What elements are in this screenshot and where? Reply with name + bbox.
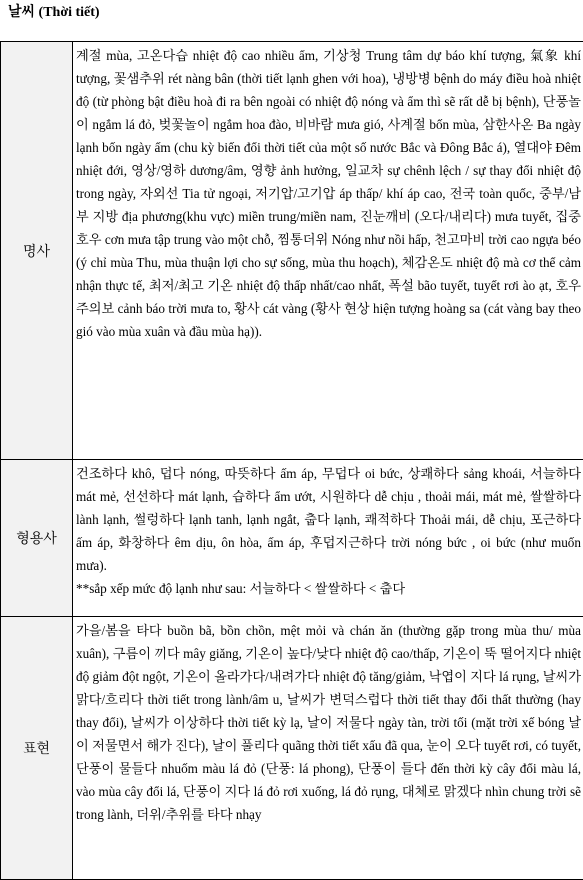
row-label-expression: 표현 (1, 617, 73, 880)
table-row-noun (1, 42, 583, 460)
noun-vocabulary-text: 계절 mùa, 고온다습 nhiệt độ cao nhiều ẩm, 기상청 Trung tâm dự báo khí tượng, 氣象 khí tượng, 꽃샘추위 rét nàng bân (thời tiết lạnh ghen với hoa), 냉방병 bệnh do máy điều hoà nhiệt độ (từ phòng bật điều hoà đi ra bên ngoài có nhiệt độ nóng và ẩm thì sẽ rất dễ bị bệnh), 단풍놀이 ngắm lá đỏ, 벚꽃놀이 ngắm hoa đào, 비바람 mưa gió, 사계절 bốn mùa, 삼한사온 Ba ngày lạnh bốn ngày ấm (chu kỳ biến đổi thời tiết của một số nước Bắc và Đông Bắc á), 열대야 Đêm nhiệt đới, 영상/영하 dương/âm, 영향 ảnh hưởng, 일교차 sự chênh lệch / sự thay đổi nhiệt độ trong ngày, 자외선 Tia tử ngoại, 저기압/고기압 áp thấp/ khí áp cao, 전국 toàn quốc, 중부/남부 지방 địa phương(khu vực) miền trung/miền nam, 진눈깨비 (오다/내리다) mưa tuyết, 집중호우 cơn mưa tập trung vào một chỗ, 찜통더위 Nóng như nồi hấp, 천고마비 trời cao ngựa béo (ý chỉ mùa Thu, mùa thuận lợi cho sự sống, mùa thu hoạch), 체감온도 nhiệt độ mà cơ thể cảm nhận thực tế, 최저/최고 기온 nhiệt độ thấp nhất/cao nhất, 폭설 bão tuyết, tuyết rơi ào ạt, 호우주의보 cảnh báo trời mưa to, 황사 cát vàng (황사 현상 hiện tượng hoàng sa (cát vàng bay theo gió vào mùa xuân và đầu mùa hạ)). (73, 42, 583, 345)
adjective-coldness-note: **sắp xếp mức độ lạnh như sau: 서늘하다 < 쌀쌀하다 < 춥다 (76, 577, 581, 600)
expression-vocabulary-text: 가을/봄을 타다 buồn bã, bồn chồn, mệt mỏi và chán ăn (thường gặp trong mùa thu/ mùa xuân), 구름이 끼다 mây giăng, 기온이 높다/낮다 nhiệt độ cao/thấp, 기온이 뚝 떨어지다 nhiệt độ giảm đột ngột, 기온이 올라가다/내려가다 nhiệt độ tăng/giảm, 낙엽이 지다 lá rụng, 날씨가 맑다/흐리다 thời tiết trong lành/âm u, 날씨가 변덕스럽다 thời tiết thay đổi thất thường (hay thay đổi), 날씨가 이상하다 thời tiết kỳ lạ, 날이 저물다 ngày tàn, trời tối (mặt trời xế bóng 날이 저물면서 해가 진다), 날이 풀리다 quãng thời tiết xấu đã qua, 눈이 오다 tuyết rơi, có tuyết, 단풍이 물들다 nhuốm màu lá đỏ (단풍: lá phong), 단풍이 들다 đến thời kỳ cây đổi màu lá, vào mùa cây đổi lá, 단풍이 지다 lá đỏ rơi xuống, lá đỏ rụng, 대체로 맑겠다 nhìn chung trời sẽ trong lành, 더위/추위를 타다 nhạy (73, 617, 583, 828)
row-content-adjective (73, 460, 583, 617)
vocabulary-table (0, 41, 583, 880)
table-row-adjective (1, 460, 583, 617)
adjective-vocabulary-text: 건조하다 khô, 덥다 nóng, 따뜻하다 ấm áp, 무덥다 oi bức, 상쾌하다 sảng khoái, 서늘하다 mát mẻ, 선선하다 mát lạnh, 습하다 ẩm ướt, 시원하다 dễ chịu , thoải mái, mát mẻ, 쌀쌀하다 lành lạnh, 썰렁하다 lạnh tanh, lạnh ngắt, 춥다 lạnh, 쾌적하다 Thoải mái, dễ chịu, 포근하다 ấm áp, 화창하다 êm dịu, ôn hòa, ấm áp, 후덥지근하다 trời nóng bức , oi bức (như muốn mưa). (76, 466, 581, 573)
table-row-expression (1, 617, 583, 880)
row-label-noun: 명사 (1, 42, 73, 460)
adjective-vocabulary-block (73, 460, 583, 602)
page-heading: 날씨 (Thời tiết) (8, 2, 100, 24)
row-label-adjective: 형용사 (1, 460, 73, 617)
row-content-expression (73, 617, 583, 880)
row-content-noun (73, 42, 583, 460)
